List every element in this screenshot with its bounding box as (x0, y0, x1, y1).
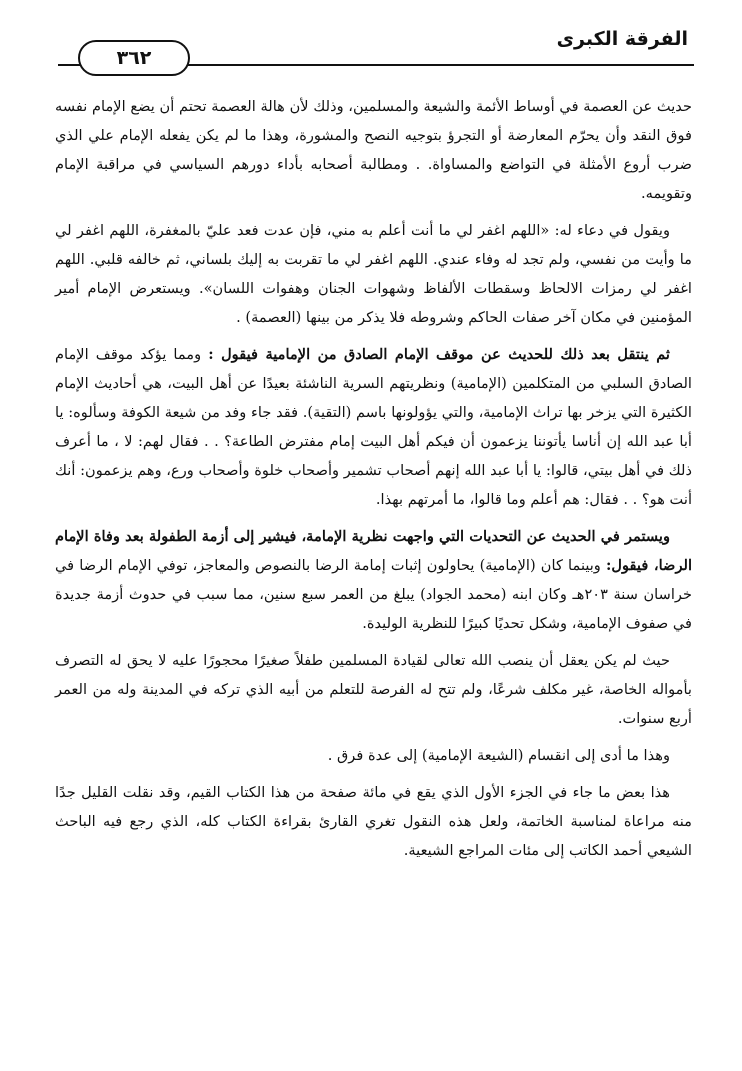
page-body (55, 92, 692, 873)
page-number: ٣٦٢ (78, 40, 190, 76)
page-header (58, 24, 694, 74)
paragraph-lead: ويستمر في الحديث عن التحديات التي واجهت نظرية الإمامة، فيشير إلى أزمة الطفولة بعد وفاة الإمام الرضا، فيقول: (55, 528, 692, 574)
paragraph-5: حيث لم يكن يعقل أن ينصب الله تعالى لقيادة المسلمين طفلاً صغيرًا محجورًا عليه لا يحق له التصرف بأمواله الخاصة، غير مكلف شرعًا، ولم تتح له الفرصة للتعلم من أبيه الذي تركه في المدينة وله من العمر أربع سنوات. (55, 652, 692, 727)
paragraph-2: ويقول في دعاء له: «اللهم اغفر لي ما أنت أعلم به مني، فإن عدت فعد عليّ بالمغفرة، اللهم اغفر لي ما وأيت من نفسي، ولم تجد له وفاء عندي. اللهم اغفر لي ما تقربت به إليك بلساني، ثم خالفه قلبي. اللهم اغفر لي رمزات الالحاظ وسقطات الألفاظ وشهوات الجنان وهفوات اللسان». ويستعرض الإمام أمير المؤمنين في مكان آخر صفات الحاكم وشروطه فلا يذكر من بينها (العصمة) . (55, 222, 692, 326)
paragraph-6: وهذا ما أدى إلى انقسام (الشيعة الإمامية) إلى عدة فرق . (327, 747, 670, 764)
paragraph-7: هذا بعض ما جاء في الجزء الأول الذي يقع في مائة صفحة من هذا الكتاب القيم، وقد نقلت القليل جدًا منه مراعاة لمناسبة الخاتمة، ولعل هذه النقول تغري القارئ بقراءة الكتاب كله، الذي رجع فيه الباحث الشيعي أحمد الكاتب إلى مئات المراجع الشيعية. (55, 784, 692, 859)
running-title: الفرقة الكبرى (556, 28, 688, 50)
paragraph-3: ثم ينتقل بعد ذلك للحديث عن موقف الإمام الصادق من الإمامية فيقول : ومما يؤكد موقف الإمام الصادق السلبي من المتكلمين (الإمامية) ونظريتهم السرية الناشئة بعيدًا عن أهل البيت، هي أحاديث الإمام الكثيرة التي يزخر بها تراث الإمامية، والتي يؤولونها باسم (التقية). فقد جاء وفد من شيعة الكوفة وسألوه: يا أبا عبد الله إن أناسا يأتوننا يزعمون أن فيكم أهل البيت إمام مفترض الطاعة؟ . . فقال لهم: لا ، ما أعرف ذلك في أهل بيتي، قالوا: يا أبا عبد الله إنهم أصحاب تشمير وأصحاب خلوة وأصحاب ورع، وهم يزعمون: أنك أنت هو؟ . . فقال: هم أعلم وما قالوا، ما أمرتهم بهذا. (55, 346, 692, 508)
paragraph-lead: ثم ينتقل بعد ذلك للحديث عن موقف الإمام الصادق من الإمامية فيقول : (208, 346, 670, 363)
paragraph-4: ويستمر في الحديث عن التحديات التي واجهت نظرية الإمامة، فيشير إلى أزمة الطفولة بعد وفاة الإمام الرضا، فيقول: وبينما كان (الإمامية) يحاولون إثبات إمامة الرضا بالنصوص والمعاجز، توفي الإمام الرضا في خراسان سنة ٢٠٣هـ وكان ابنه (محمد الجواد) يبلغ من العمر سبع سنين، مما سبب في حدوث أزمة جديدة في صفوف الإمامية، وشكل تحديًا كبيرًا للنظرية الوليدة. (55, 528, 692, 632)
paragraph-1: حديث عن العصمة في أوساط الأئمة والشيعة والمسلمين، وذلك لأن هالة العصمة تحتم أن يضع الإمام نفسه فوق النقد وأن يحرّم المعارضة أو التجرؤ بتوجيه النصح والمشورة، وهذا ما لم يكن يفعله الإمام علي الذي ضرب أروع الأمثلة في التواضع والمساواة. . ومطالبة أصحابه بأداء دورهم السياسي في مراقبة الإمام وتقويمه. (55, 98, 692, 202)
